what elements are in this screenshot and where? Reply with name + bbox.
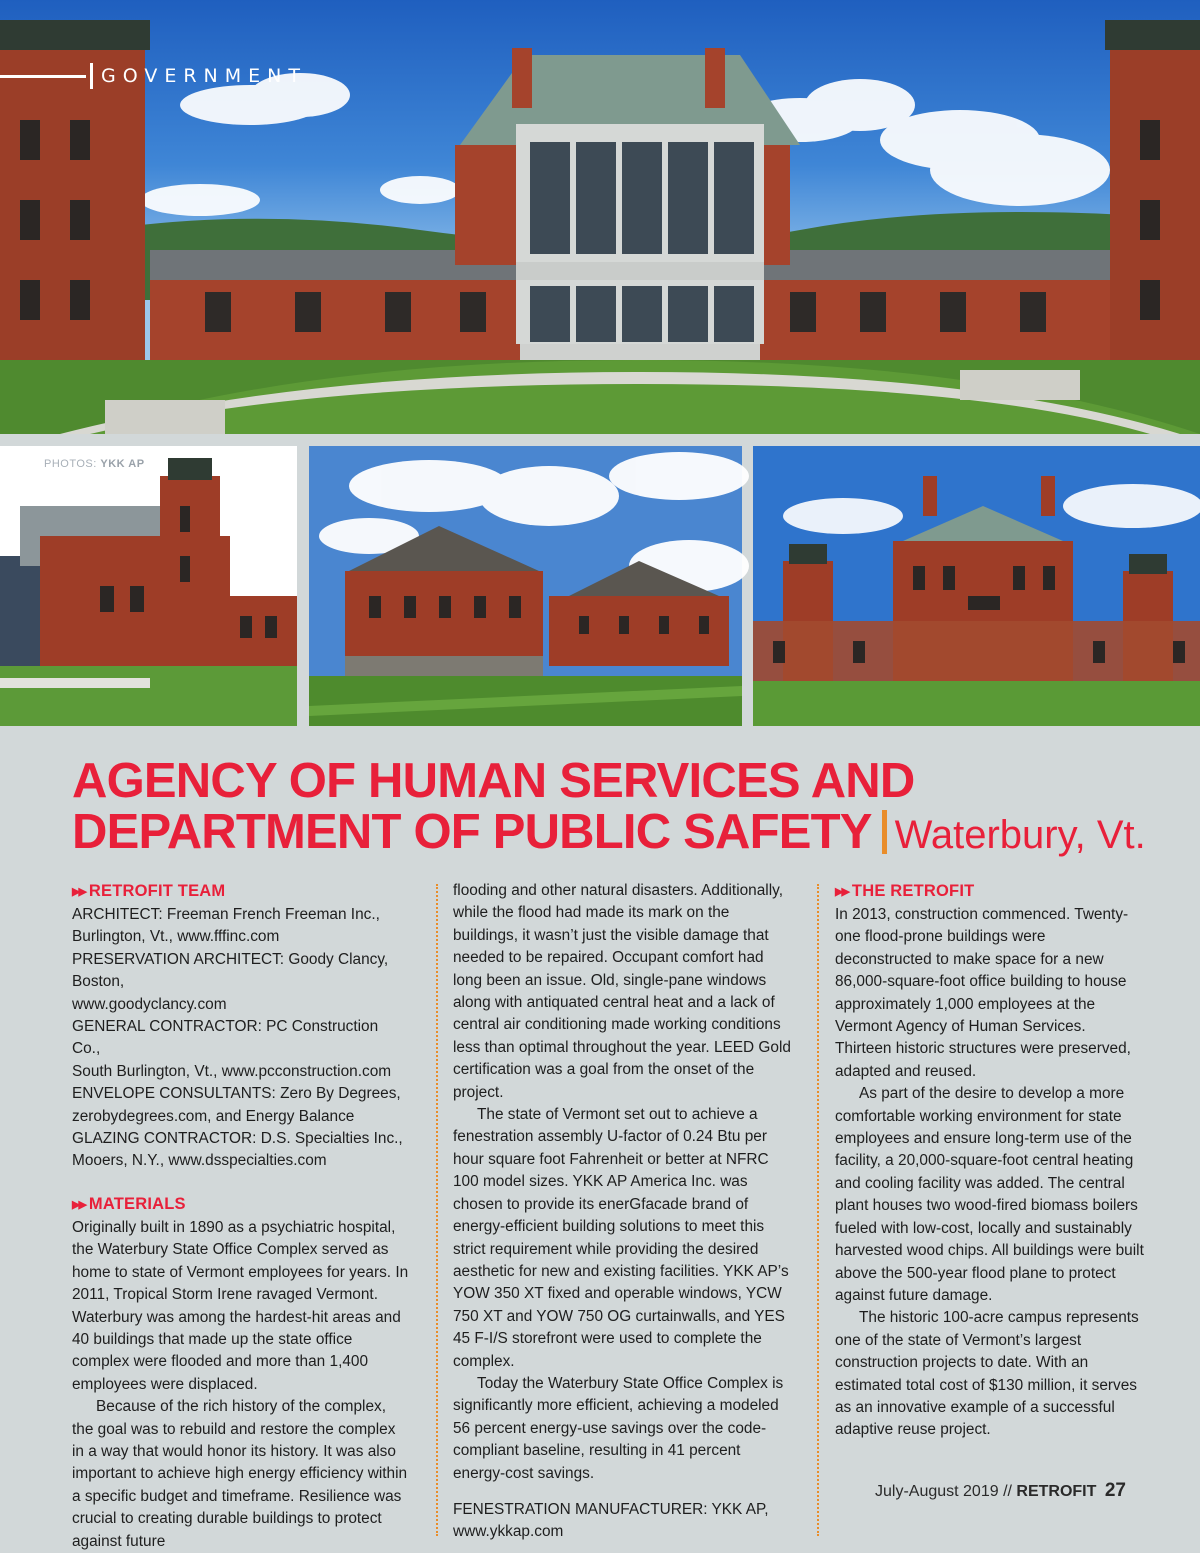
page-number: 27 xyxy=(1104,1480,1126,1501)
main-building-illustration xyxy=(753,446,1200,726)
materials-paragraph-2: Because of the rich history of the complex, the goal was to rebuild and restore the complex in a way that would honor its history. It was also important to achieve high energy efficiency within a specific budget and timeframe. Resilience was crucial to creating durable buildings to protect against future xyxy=(72,1398,408,1550)
double-arrow-icon: ▶▶ xyxy=(72,1198,85,1211)
page-folio xyxy=(875,1480,1126,1502)
column-divider-2 xyxy=(817,884,819,1536)
headline-line-2: DEPARTMENT OF PUBLIC SAFETY xyxy=(72,805,872,859)
photo-credit-name: YKK AP xyxy=(100,458,145,470)
team-line: ARCHITECT: Freeman French Freeman Inc., xyxy=(72,906,380,923)
team-line: Mooers, N.Y., www.dsspecialties.com xyxy=(72,1152,327,1170)
retrofit-heading-label: THE RETROFIT xyxy=(851,882,975,900)
retrofit-heading xyxy=(835,880,1145,903)
materials-heading-label: MATERIALS xyxy=(88,1194,186,1213)
section-tag-bar xyxy=(90,63,93,89)
column-divider-1 xyxy=(436,884,438,1536)
article-headline xyxy=(72,756,1172,861)
double-arrow-icon: ▶▶ xyxy=(835,886,848,898)
left-building-illustration xyxy=(0,446,297,726)
photo-main-building xyxy=(753,446,1200,726)
team-line: www.goodyclancy.com xyxy=(72,995,227,1013)
team-line: GENERAL CONTRACTOR: PC Construction Co., xyxy=(72,1018,379,1058)
retrofit-paragraph-3: The historic 100-acre campus represents one of the state of Vermont’s largest construction projects to date. With an estimated total cost of $130 million, it serves as an innovative example of a successful adaptive reuse project. xyxy=(835,1309,1139,1439)
column-1 xyxy=(72,880,410,1553)
retrofit-paragraph-1: In 2013, construction commenced. Twenty-one flood-prone buildings were deconstructed to make space for a new 86,000-square-foot office building to house approximately 1,000 employees at the Vermont Agency of Human Services. Thirteen historic structures were preserved, adapted and reused. xyxy=(835,906,1131,1080)
team-line: ENVELOPE CONSULTANTS: Zero By Degrees, xyxy=(72,1085,401,1103)
materials-paragraph-4: The state of Vermont set out to achieve a fenestration assembly U-factor of 0.24 Btu per hour square foot Fahrenheit or better at NFRC 100 model sizes. YKK AP America Inc. was chosen to provide its enerGfacade brand of energy-efficient building solutions to meet this strict requirement while providing the desired aesthetic for new and existing facilities. YKK AP’s YOW 350 XT fixed and operable windows, YCW 750 XT and YOW 750 OG curtainwalls, and YES 45 F-I/S storefront were used to complete the complex. xyxy=(453,1106,789,1370)
materials-heading xyxy=(72,1193,410,1216)
materials-paragraph-1: Originally built in 1890 as a psychiatric hospital, the Waterbury State Office Complex served as home to state of Vermont employees for years. In 2011, Tropical Storm Irene ravaged Vermont. Waterbury was among the hardest-hit areas and 40 buildings that made up the state office complex were flooded and more than 1,400 employees were displaced. xyxy=(72,1218,409,1393)
double-arrow-icon: ▶▶ xyxy=(72,886,85,898)
photo-round-buildings xyxy=(309,446,742,726)
team-heading xyxy=(72,880,410,903)
round-buildings-illustration xyxy=(309,446,742,726)
section-tag-rule xyxy=(0,75,86,78)
team-heading-label: RETROFIT TEAM xyxy=(88,882,226,900)
headline-separator xyxy=(882,810,887,854)
team-line: South Burlington, Vt., www.pcconstruction.com xyxy=(72,1062,392,1080)
photo-credit-prefix: PHOTOS: xyxy=(44,458,97,470)
photo-left-building xyxy=(0,446,297,726)
folio-magazine: RETROFIT xyxy=(1016,1483,1097,1500)
photo-credit xyxy=(44,458,145,470)
fenestration-credit: FENESTRATION MANUFACTURER: YKK AP, www.ykkap.com xyxy=(453,1500,769,1541)
team-line: PRESERVATION ARCHITECT: Goody Clancy, Boston, xyxy=(72,950,389,991)
materials-paragraph-5: Today the Waterbury State Office Complex is significantly more efficient, achieving a modeled 56 percent energy-use savings over the code-compliant baseline, resulting in 41 percent energy-cost savings. xyxy=(453,1374,784,1482)
column-2 xyxy=(453,880,793,1544)
headline-line-1: AGENCY OF HUMAN SERVICES AND xyxy=(72,754,915,808)
retrofit-paragraph-2: As part of the desire to develop a more comfortable working environment for state employees and ensure long-term use of the facility, a 20,000-square-foot central heating and cooling facility was added. The central plant houses two wood-fired biomass boilers fueled with low-cost, locally and sustainably harvested wood chips. All buildings were built above the 500-year flood plane to protect against future damage. xyxy=(835,1085,1144,1304)
folio-issue: July-August 2019 // xyxy=(874,1483,1012,1500)
section-tag xyxy=(0,62,307,90)
team-line: GLAZING CONTRACTOR: D.S. Specialties Inc., xyxy=(72,1130,403,1148)
headline-location: Waterbury, Vt. xyxy=(894,813,1146,857)
section-label: GOVERNMENT xyxy=(101,65,307,87)
team-line: zerobydegrees.com, and Energy Balance xyxy=(72,1107,355,1125)
materials-paragraph-3: flooding and other natural disasters. Additionally, while the flood had made its mark on the buildings, it wasn’t just the visible damage that needed to be repaired. Occupant comfort had long been an issue. Old, single-pane windows along with antiquated central heat and a lack of central air conditioning made working conditions less than optimal throughout the year. LEED Gold certification was a goal from the onset of the project. xyxy=(453,882,791,1101)
team-line: Burlington, Vt., www.fffinc.com xyxy=(72,928,280,946)
hero-photo xyxy=(0,0,1200,434)
column-3 xyxy=(835,880,1145,1442)
